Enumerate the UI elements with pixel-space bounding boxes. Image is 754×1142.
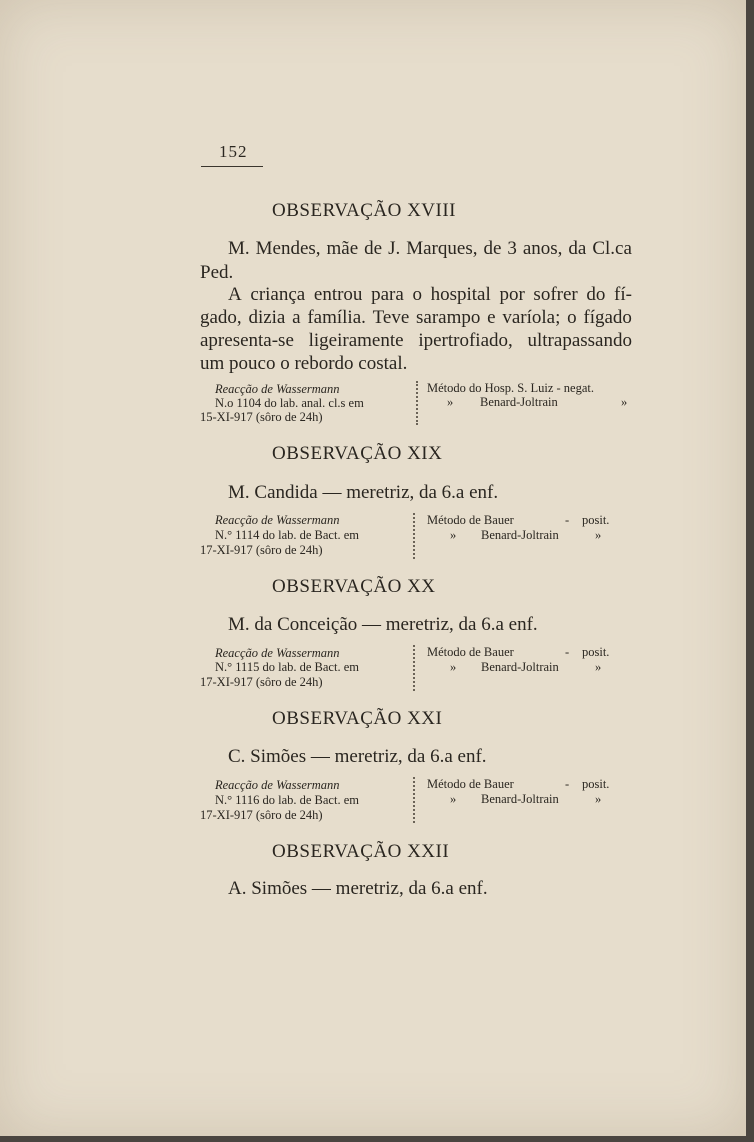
obs-18-method-benard: Benard-Joltrain <box>480 395 558 409</box>
obs-18-paragraph-line-6: um pouco o rebordo costal. <box>200 353 408 374</box>
page-number: 152 <box>219 142 248 161</box>
column-divider <box>413 645 418 691</box>
word: gado, <box>200 307 242 328</box>
reaction-title-text: Reacção de Wassermann <box>215 382 340 396</box>
word: de <box>364 238 383 259</box>
obs-19-ditto-mark-result: » <box>595 528 602 542</box>
word: M. <box>228 238 250 259</box>
obs-21-date: 17-XI-917 (sôro de 24h) <box>200 808 323 822</box>
obs-18-paragraph-line-1 <box>228 237 632 261</box>
word: Teve <box>372 307 410 328</box>
word: por <box>499 284 525 305</box>
word: entrou <box>313 284 363 305</box>
word: Mendes, <box>255 238 321 259</box>
obs-18-date: 15-XI-917 (sôro de 24h) <box>200 410 323 424</box>
heading-obs-21: OBSERVAÇÃO XXI <box>272 708 443 729</box>
obs-20-reaction-title <box>215 646 340 660</box>
obs-20-ditto-mark: » <box>450 660 457 674</box>
column-divider <box>413 513 418 559</box>
word: criança <box>250 284 306 305</box>
word: e <box>487 307 496 328</box>
word: J. <box>388 238 401 259</box>
reaction-title-text: Reacção de Wassermann <box>215 513 340 527</box>
obs-19-result: posit. <box>582 513 610 527</box>
word: apresenta-se <box>200 330 294 351</box>
obs-18-paragraph-line-2: Ped. <box>200 262 234 283</box>
heading-obs-19: OBSERVAÇÃO XIX <box>272 443 443 464</box>
obs-22-text: A. Simões — meretriz, da 6.a enf. <box>228 878 488 899</box>
obs-20-date: 17-XI-917 (sôro de 24h) <box>200 675 323 689</box>
word: sarampo <box>416 307 481 328</box>
column-divider <box>413 777 418 823</box>
obs-21-method-bauer: Método de Bauer <box>427 777 514 791</box>
obs-20-ditto-mark-result: » <box>595 660 602 674</box>
obs-21-ditto-mark: » <box>450 792 457 806</box>
obs-21-reaction-title <box>215 778 340 792</box>
heading-obs-18: OBSERVAÇÃO XVIII <box>272 200 457 221</box>
reaction-title-text: Reacção de Wassermann <box>215 778 340 792</box>
word: ligeiramente <box>308 330 404 351</box>
column-divider <box>416 381 421 425</box>
obs-21-dash: - <box>565 777 570 791</box>
word: Marques, <box>406 238 478 259</box>
reaction-title-text: Reacção de Wassermann <box>215 646 340 660</box>
obs-19-date: 17-XI-917 (sôro de 24h) <box>200 543 323 557</box>
word: sofrer <box>533 284 578 305</box>
obs-20-lab-number: N.° 1115 do lab. de Bact. em <box>215 660 359 674</box>
obs-20-dash: - <box>565 645 570 659</box>
obs-21-text: C. Simões — meretriz, da 6.a enf. <box>228 746 487 767</box>
obs-20-result: posit. <box>582 645 610 659</box>
obs-19-lab-number: N.° 1114 do lab. de Bact. em <box>215 528 359 542</box>
obs-20-text: M. da Conceição — meretriz, da 6.a enf. <box>228 614 538 635</box>
obs-18-paragraph-line-4 <box>200 306 632 330</box>
word: fí- <box>614 284 632 305</box>
word: 3 <box>507 238 517 259</box>
word: da <box>568 238 587 259</box>
word: família. <box>307 307 366 328</box>
obs-18-ditto-mark-result: » <box>621 395 628 409</box>
obs-21-lab-number: N.° 1116 do lab. de Bact. em <box>215 793 359 807</box>
word: ultrapassando <box>527 330 632 351</box>
obs-18-paragraph-line-5 <box>200 329 632 353</box>
word: o <box>412 284 422 305</box>
page-number-rule <box>201 166 263 167</box>
word: dizia <box>248 307 286 328</box>
word: Cl.ca <box>592 238 632 259</box>
word: para <box>371 284 404 305</box>
word: A <box>228 284 242 305</box>
word: a <box>292 307 301 328</box>
obs-18-method-hosp: Método do Hosp. S. Luiz - negat. <box>427 381 594 395</box>
word: fígado <box>583 307 632 328</box>
obs-19-dash: - <box>565 513 570 527</box>
obs-19-reaction-title <box>215 513 340 527</box>
obs-21-result: posit. <box>582 777 610 791</box>
obs-18-ditto-mark: » <box>447 395 454 409</box>
obs-19-ditto-mark: » <box>450 528 457 542</box>
heading-obs-22: OBSERVAÇÃO XXII <box>272 841 450 862</box>
obs-21-method-benard: Benard-Joltrain <box>481 792 559 806</box>
word: varíola; <box>502 307 561 328</box>
obs-19-method-bauer: Método de Bauer <box>427 513 514 527</box>
obs-20-method-benard: Benard-Joltrain <box>481 660 559 674</box>
obs-18-reaction-title <box>215 382 340 396</box>
obs-21-ditto-mark-result: » <box>595 792 602 806</box>
page-edge-bottom <box>0 1136 754 1142</box>
obs-18-lab-number: N.o 1104 do lab. anal. cl.s em <box>215 396 364 410</box>
word: hospital <box>430 284 491 305</box>
word: ipertrofiado, <box>418 330 513 351</box>
word: anos, <box>522 238 563 259</box>
word: o <box>567 307 577 328</box>
heading-obs-20: OBSERVAÇÃO XX <box>272 576 436 597</box>
word: de <box>483 238 502 259</box>
obs-19-method-benard: Benard-Joltrain <box>481 528 559 542</box>
word: mãe <box>326 238 359 259</box>
obs-20-method-bauer: Método de Bauer <box>427 645 514 659</box>
obs-18-paragraph-line-3 <box>228 283 632 307</box>
word: do <box>586 284 606 305</box>
obs-19-text: M. Candida — meretriz, da 6.a enf. <box>228 482 499 503</box>
page-edge-right <box>746 0 754 1142</box>
